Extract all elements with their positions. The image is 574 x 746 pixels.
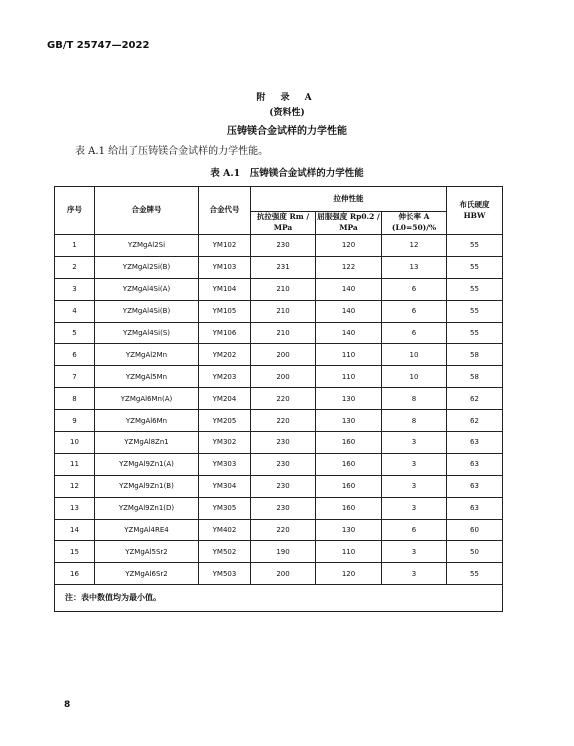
cell-seq: 7 — [55, 366, 95, 388]
cell-elongation: 3 — [382, 497, 447, 519]
cell-alloy-code: YM205 — [199, 410, 251, 432]
cell-elongation: 10 — [382, 366, 447, 388]
cell-hardness: 62 — [447, 388, 503, 410]
cell-alloy-code: YM402 — [199, 519, 251, 541]
header-elongation-line1: 伸长率 A — [398, 212, 430, 222]
cell-seq: 2 — [55, 256, 95, 278]
cell-hardness: 63 — [447, 453, 503, 475]
cell-hardness: 63 — [447, 475, 503, 497]
header-tensile-strength-line1: 抗拉强度 Rm / — [256, 212, 310, 222]
cell-hardness: 63 — [447, 497, 503, 519]
cell-hardness: 55 — [447, 300, 503, 322]
table-row — [55, 388, 503, 410]
table-caption: 表 A.1 压铸镁合金试样的力学性能 — [210, 168, 364, 179]
cell-alloy-grade: YZMgAl5Sr2 — [95, 541, 199, 563]
cell-yield-strength: 130 — [316, 388, 382, 410]
table-row — [55, 322, 503, 344]
cell-elongation: 12 — [382, 235, 447, 257]
cell-yield-strength: 130 — [316, 410, 382, 432]
cell-seq: 11 — [55, 453, 95, 475]
cell-elongation: 10 — [382, 344, 447, 366]
cell-alloy-grade: YZMgAl6Mn(A) — [95, 388, 199, 410]
standard-number: GB/T 25747—2022 — [47, 40, 150, 51]
table-row — [55, 344, 503, 366]
cell-seq: 4 — [55, 300, 95, 322]
intro-paragraph: 表 A.1 给出了压铸镁合金试样的力学性能。 — [75, 146, 269, 157]
cell-hardness: 55 — [447, 256, 503, 278]
cell-elongation: 3 — [382, 541, 447, 563]
header-hardness-line1: 布氏硬度 — [459, 199, 490, 209]
header-yield-strength-line2: MPa — [339, 223, 358, 232]
cell-alloy-code: YM305 — [199, 497, 251, 519]
cell-yield-strength: 120 — [316, 235, 382, 257]
cell-alloy-code: YM102 — [199, 235, 251, 257]
cell-tensile-strength: 230 — [251, 235, 316, 257]
cell-tensile-strength: 210 — [251, 278, 316, 300]
cell-alloy-grade: YZMgAl8Zn1 — [95, 432, 199, 454]
table-body — [55, 235, 503, 585]
cell-hardness: 58 — [447, 366, 503, 388]
cell-seq: 13 — [55, 497, 95, 519]
header-elongation — [382, 212, 447, 235]
cell-tensile-strength: 230 — [251, 497, 316, 519]
cell-alloy-code: YM202 — [199, 344, 251, 366]
header-hardness-line2: HBW — [463, 210, 486, 220]
table-row — [55, 497, 503, 519]
header-tensile-strength-line2: MPa — [273, 223, 293, 232]
table-row — [55, 256, 503, 278]
table-row — [55, 278, 503, 300]
cell-hardness: 62 — [447, 410, 503, 432]
properties-table-container — [54, 186, 502, 612]
header-hardness — [447, 187, 503, 235]
cell-seq: 1 — [55, 235, 95, 257]
cell-alloy-code: YM103 — [199, 256, 251, 278]
cell-alloy-code: YM302 — [199, 432, 251, 454]
cell-alloy-grade: YZMgAl9Zn1(D) — [95, 497, 199, 519]
cell-yield-strength: 140 — [316, 300, 382, 322]
cell-yield-strength: 140 — [316, 322, 382, 344]
header-yield-strength — [316, 212, 382, 235]
cell-seq: 10 — [55, 432, 95, 454]
table-row — [55, 235, 503, 257]
cell-alloy-grade: YZMgAl2Si(B) — [95, 256, 199, 278]
cell-hardness: 58 — [447, 344, 503, 366]
cell-yield-strength: 110 — [316, 344, 382, 366]
table-row — [55, 519, 503, 541]
table-row — [55, 366, 503, 388]
cell-hardness: 55 — [447, 322, 503, 344]
cell-tensile-strength: 220 — [251, 388, 316, 410]
cell-elongation: 6 — [382, 519, 447, 541]
cell-alloy-code: YM503 — [199, 563, 251, 585]
page-number: 8 — [64, 700, 71, 710]
cell-yield-strength: 120 — [316, 563, 382, 585]
cell-tensile-strength: 210 — [251, 300, 316, 322]
table-row — [55, 432, 503, 454]
cell-elongation: 3 — [382, 432, 447, 454]
appendix-heading: 压铸镁合金试样的力学性能 — [227, 126, 347, 137]
cell-alloy-grade: YZMgAl4Si(S) — [95, 322, 199, 344]
cell-alloy-grade: YZMgAl2Mn — [95, 344, 199, 366]
cell-yield-strength: 160 — [316, 432, 382, 454]
cell-elongation: 6 — [382, 278, 447, 300]
cell-seq: 5 — [55, 322, 95, 344]
table-row — [55, 300, 503, 322]
cell-alloy-grade: YZMgAl5Mn — [95, 366, 199, 388]
cell-tensile-strength: 200 — [251, 366, 316, 388]
cell-alloy-grade: YZMgAl4RE4 — [95, 519, 199, 541]
cell-alloy-code: YM104 — [199, 278, 251, 300]
cell-tensile-strength: 231 — [251, 256, 316, 278]
header-seq: 序号 — [55, 187, 95, 235]
cell-yield-strength: 160 — [316, 453, 382, 475]
cell-hardness: 55 — [447, 278, 503, 300]
table-row — [55, 453, 503, 475]
cell-alloy-grade: YZMgAl6Sr2 — [95, 563, 199, 585]
cell-tensile-strength: 190 — [251, 541, 316, 563]
cell-seq: 6 — [55, 344, 95, 366]
cell-tensile-strength: 210 — [251, 322, 316, 344]
cell-hardness: 55 — [447, 563, 503, 585]
cell-tensile-strength: 200 — [251, 344, 316, 366]
cell-seq: 8 — [55, 388, 95, 410]
header-tensile-strength — [251, 212, 316, 235]
header-yield-strength-line1: 屈服强度 Rp0.2 / — [317, 212, 380, 222]
cell-alloy-grade: YZMgAl6Mn — [95, 410, 199, 432]
cell-elongation: 6 — [382, 300, 447, 322]
cell-hardness: 60 — [447, 519, 503, 541]
cell-alloy-grade: YZMgAl2Si — [95, 235, 199, 257]
header-elongation-line2: (L0=50)/% — [391, 223, 437, 232]
cell-tensile-strength: 200 — [251, 563, 316, 585]
table-row — [55, 410, 503, 432]
cell-elongation: 8 — [382, 410, 447, 432]
cell-elongation: 13 — [382, 256, 447, 278]
cell-alloy-code: YM203 — [199, 366, 251, 388]
cell-alloy-code: YM105 — [199, 300, 251, 322]
cell-alloy-grade: YZMgAl9Zn1(B) — [95, 475, 199, 497]
cell-elongation: 3 — [382, 475, 447, 497]
header-alloy-grade: 合金牌号 — [95, 187, 199, 235]
cell-alloy-code: YM303 — [199, 453, 251, 475]
cell-elongation: 3 — [382, 563, 447, 585]
appendix-kind: (资料性) — [269, 108, 305, 118]
cell-yield-strength: 110 — [316, 366, 382, 388]
cell-hardness: 55 — [447, 235, 503, 257]
cell-alloy-grade: YZMgAl9Zn1(A) — [95, 453, 199, 475]
cell-yield-strength: 110 — [316, 541, 382, 563]
cell-seq: 9 — [55, 410, 95, 432]
table-row — [55, 475, 503, 497]
cell-seq: 12 — [55, 475, 95, 497]
cell-alloy-code: YM106 — [199, 322, 251, 344]
cell-seq: 16 — [55, 563, 95, 585]
cell-tensile-strength: 220 — [251, 410, 316, 432]
cell-seq: 15 — [55, 541, 95, 563]
cell-elongation: 8 — [382, 388, 447, 410]
table-row — [55, 541, 503, 563]
header-alloy-code: 合金代号 — [199, 187, 251, 235]
cell-alloy-code: YM304 — [199, 475, 251, 497]
cell-tensile-strength: 230 — [251, 453, 316, 475]
properties-table — [54, 186, 503, 612]
appendix-title: 附 录 A — [256, 93, 318, 103]
cell-yield-strength: 122 — [316, 256, 382, 278]
table-row — [55, 563, 503, 585]
cell-seq: 14 — [55, 519, 95, 541]
cell-alloy-code: YM502 — [199, 541, 251, 563]
cell-hardness: 63 — [447, 432, 503, 454]
cell-tensile-strength: 230 — [251, 475, 316, 497]
cell-yield-strength: 140 — [316, 278, 382, 300]
cell-tensile-strength: 220 — [251, 519, 316, 541]
header-tensile-properties: 拉伸性能 — [251, 187, 447, 212]
cell-seq: 3 — [55, 278, 95, 300]
cell-yield-strength: 160 — [316, 497, 382, 519]
cell-alloy-grade: YZMgAl4Si(A) — [95, 278, 199, 300]
cell-elongation: 6 — [382, 322, 447, 344]
cell-tensile-strength: 230 — [251, 432, 316, 454]
table-note: 注：表中数值均为最小值。 — [55, 585, 503, 612]
cell-alloy-grade: YZMgAl4Si(B) — [95, 300, 199, 322]
cell-elongation: 3 — [382, 453, 447, 475]
cell-alloy-code: YM204 — [199, 388, 251, 410]
cell-yield-strength: 160 — [316, 475, 382, 497]
cell-hardness: 50 — [447, 541, 503, 563]
cell-yield-strength: 130 — [316, 519, 382, 541]
